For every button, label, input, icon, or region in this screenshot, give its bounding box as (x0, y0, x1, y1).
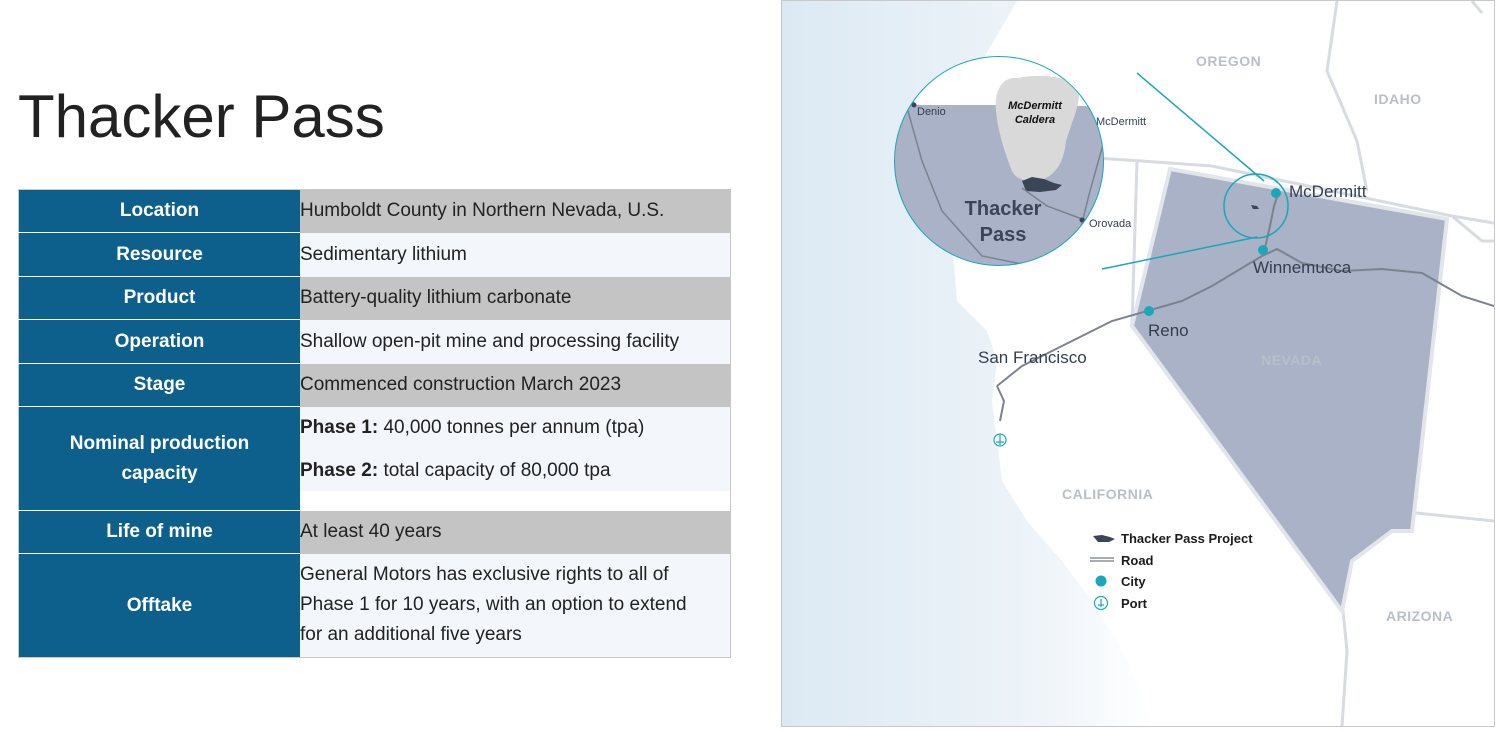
legend-project-label: Thacker Pass Project (1121, 531, 1253, 546)
phase-1-value: 40,000 tonnes per annum (tpa) (383, 416, 645, 438)
legend-city-icon (1094, 574, 1108, 588)
row-key: Offtake (19, 554, 301, 658)
label-california: CALIFORNIA (1062, 486, 1154, 502)
legend-port-icon (1093, 595, 1109, 611)
table-row (19, 554, 731, 658)
row-value: Commenced construction March 2023 (300, 364, 731, 407)
row-key: Resource (19, 233, 301, 277)
label-mcdermitt: McDermitt (1289, 182, 1367, 201)
port-icon-map (994, 434, 1006, 446)
label-san-francisco: San Francisco (978, 348, 1087, 367)
label-orovada: Orovada (1089, 218, 1132, 230)
label-winnemucca: Winnemucca (1253, 258, 1352, 277)
row-key (19, 407, 301, 511)
row-key: Product (19, 277, 301, 320)
phase-2-value: total capacity of 80,000 tpa (383, 459, 611, 481)
label-idaho: IDAHO (1374, 91, 1422, 107)
label-arizona: ARIZONA (1386, 608, 1454, 624)
label-mcdermitt-caldera: McDermitt Caldera (1008, 100, 1062, 126)
phase-1-line (300, 413, 730, 443)
row-value: Humboldt County in Northern Nevada, U.S. (300, 190, 731, 233)
phase-1-label: Phase 1: (300, 416, 379, 438)
legend-city-label: City (1121, 574, 1146, 589)
legend-road-icon (1090, 556, 1114, 564)
row-value: Battery-quality lithium carbonate (300, 277, 731, 320)
row-value: Sedimentary lithium (300, 233, 731, 277)
table-row (19, 511, 731, 554)
label-nevada: NEVADA (1261, 352, 1323, 368)
city-dot-reno (1144, 306, 1154, 316)
row-key-text: Nominal production capacity (69, 432, 250, 484)
label-oregon: OREGON (1196, 53, 1262, 69)
label-denio: Denio (917, 106, 946, 118)
row-value (300, 407, 731, 511)
row-key: Stage (19, 364, 301, 407)
table-row (19, 233, 731, 277)
page-title: Thacker Pass (18, 83, 385, 150)
legend-project-icon (1092, 533, 1116, 545)
city-dot-winnemucca (1258, 245, 1268, 255)
table-row (19, 407, 731, 511)
row-key: Life of mine (19, 511, 301, 554)
legend-road-label: Road (1121, 553, 1154, 568)
table-row (19, 190, 731, 233)
row-key: Operation (19, 320, 301, 364)
label-thacker-pass: Thacker Pass (964, 198, 1042, 246)
phase-2-label: Phase 2: (300, 459, 379, 481)
label-inset-mcdermitt: McDermitt (1096, 116, 1147, 128)
label-reno: Reno (1148, 321, 1189, 340)
table-row (19, 277, 731, 320)
phase-2-line (300, 456, 730, 486)
legend-port-label: Port (1121, 596, 1147, 611)
table-row (19, 364, 731, 407)
table-row (19, 320, 731, 364)
city-dot-mcdermitt (1271, 188, 1281, 198)
row-key: Location (19, 190, 301, 233)
map-panel (781, 0, 1495, 727)
row-value: Shallow open-pit mine and processing facility (300, 320, 731, 364)
project-info-table (18, 189, 731, 658)
row-value: General Motors has exclusive rights to all of Phase 1 for 10 years, with an option to extend for an additional five years (300, 554, 731, 658)
row-value: At least 40 years (300, 511, 731, 554)
